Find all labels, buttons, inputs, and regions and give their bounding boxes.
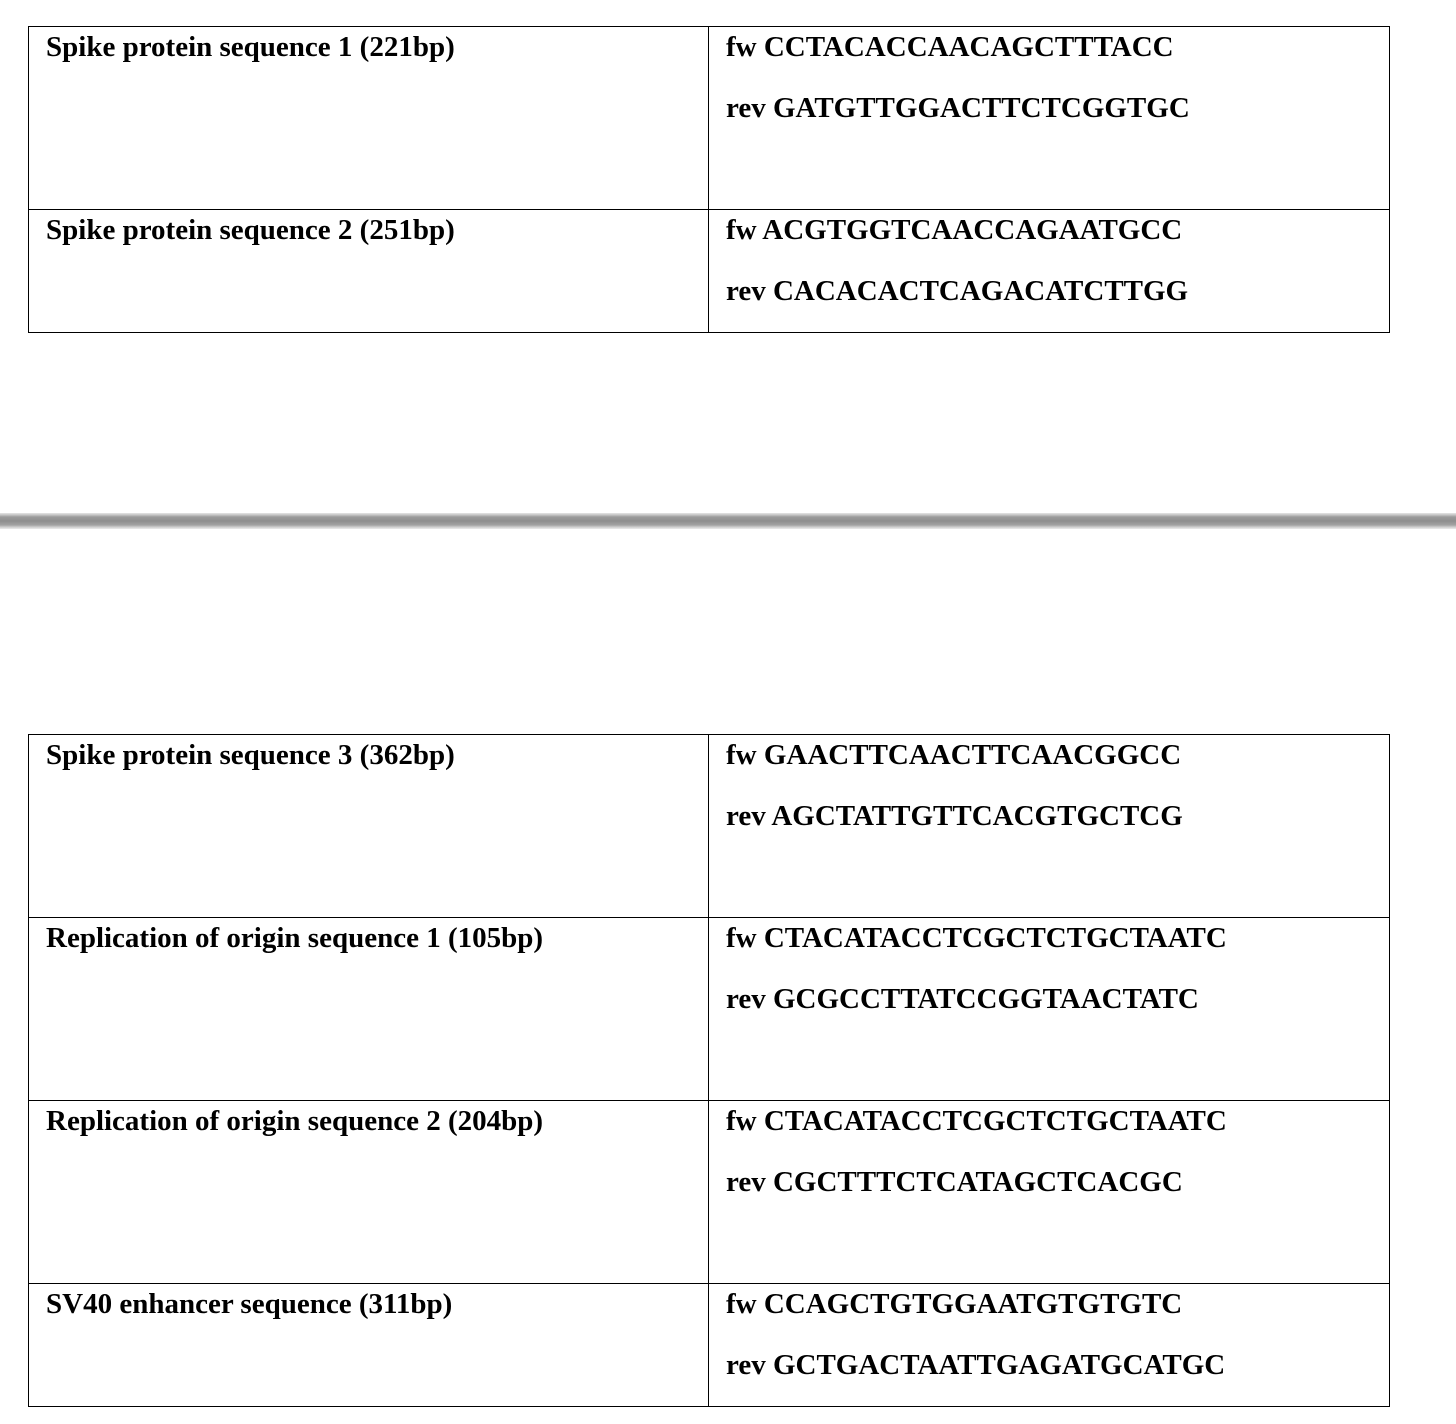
forward-primer: fw CCTACACCAACAGCTTTACC (726, 31, 1174, 63)
sequence-name: Replication of origin sequence 1 (105bp) (46, 922, 544, 954)
primer-cell (709, 27, 1390, 210)
sequence-name-cell (29, 210, 709, 333)
primer-cell (709, 735, 1390, 918)
reverse-primer: rev GCTGACTAATTGAGATGCATGC (726, 1349, 1226, 1381)
primer-cell (709, 1101, 1390, 1284)
table-row (29, 210, 1390, 333)
sequence-name-cell (29, 1284, 709, 1407)
table-row (29, 27, 1390, 210)
sequence-name-cell (29, 735, 709, 918)
page-break-separator (0, 513, 1456, 529)
sequence-name: Spike protein sequence 2 (251bp) (46, 214, 455, 246)
table-row (29, 1284, 1390, 1407)
primer-cell (709, 918, 1390, 1101)
page-upper (0, 0, 1456, 513)
table-row (29, 918, 1390, 1101)
sequence-name: SV40 enhancer sequence (311bp) (46, 1288, 453, 1320)
sequence-name-cell (29, 27, 709, 210)
sequence-name: Replication of origin sequence 2 (204bp) (46, 1105, 544, 1137)
sequence-name-cell (29, 1101, 709, 1284)
forward-primer: fw CCAGCTGTGGAATGTGTGTC (726, 1288, 1183, 1320)
primer-cell (709, 210, 1390, 333)
primer-cell (709, 1284, 1390, 1407)
primer-table-1 (28, 26, 1390, 333)
sequence-name-cell (29, 918, 709, 1101)
table-row (29, 1101, 1390, 1284)
forward-primer: fw CTACATACCTCGCTCTGCTAATC (726, 922, 1227, 954)
reverse-primer: rev CGCTTTCTCATAGCTCACGC (726, 1166, 1183, 1198)
forward-primer: fw CTACATACCTCGCTCTGCTAATC (726, 1105, 1227, 1137)
forward-primer: fw GAACTTCAACTTCAACGGCC (726, 739, 1182, 771)
reverse-primer: rev AGCTATTGTTCACGTGCTCG (726, 800, 1183, 832)
page-lower (0, 529, 1456, 1424)
sequence-name: Spike protein sequence 1 (221bp) (46, 31, 455, 63)
reverse-primer: rev GCGCCTTATCCGGTAACTATC (726, 983, 1199, 1015)
table-row (29, 735, 1390, 918)
reverse-primer: rev CACACACTCAGACATCTTGG (726, 275, 1189, 307)
forward-primer: fw ACGTGGTCAACCAGAATGCC (726, 214, 1183, 246)
primer-table-2 (28, 734, 1390, 1407)
reverse-primer: rev GATGTTGGACTTCTCGGTGC (726, 92, 1190, 124)
sequence-name: Spike protein sequence 3 (362bp) (46, 739, 455, 771)
